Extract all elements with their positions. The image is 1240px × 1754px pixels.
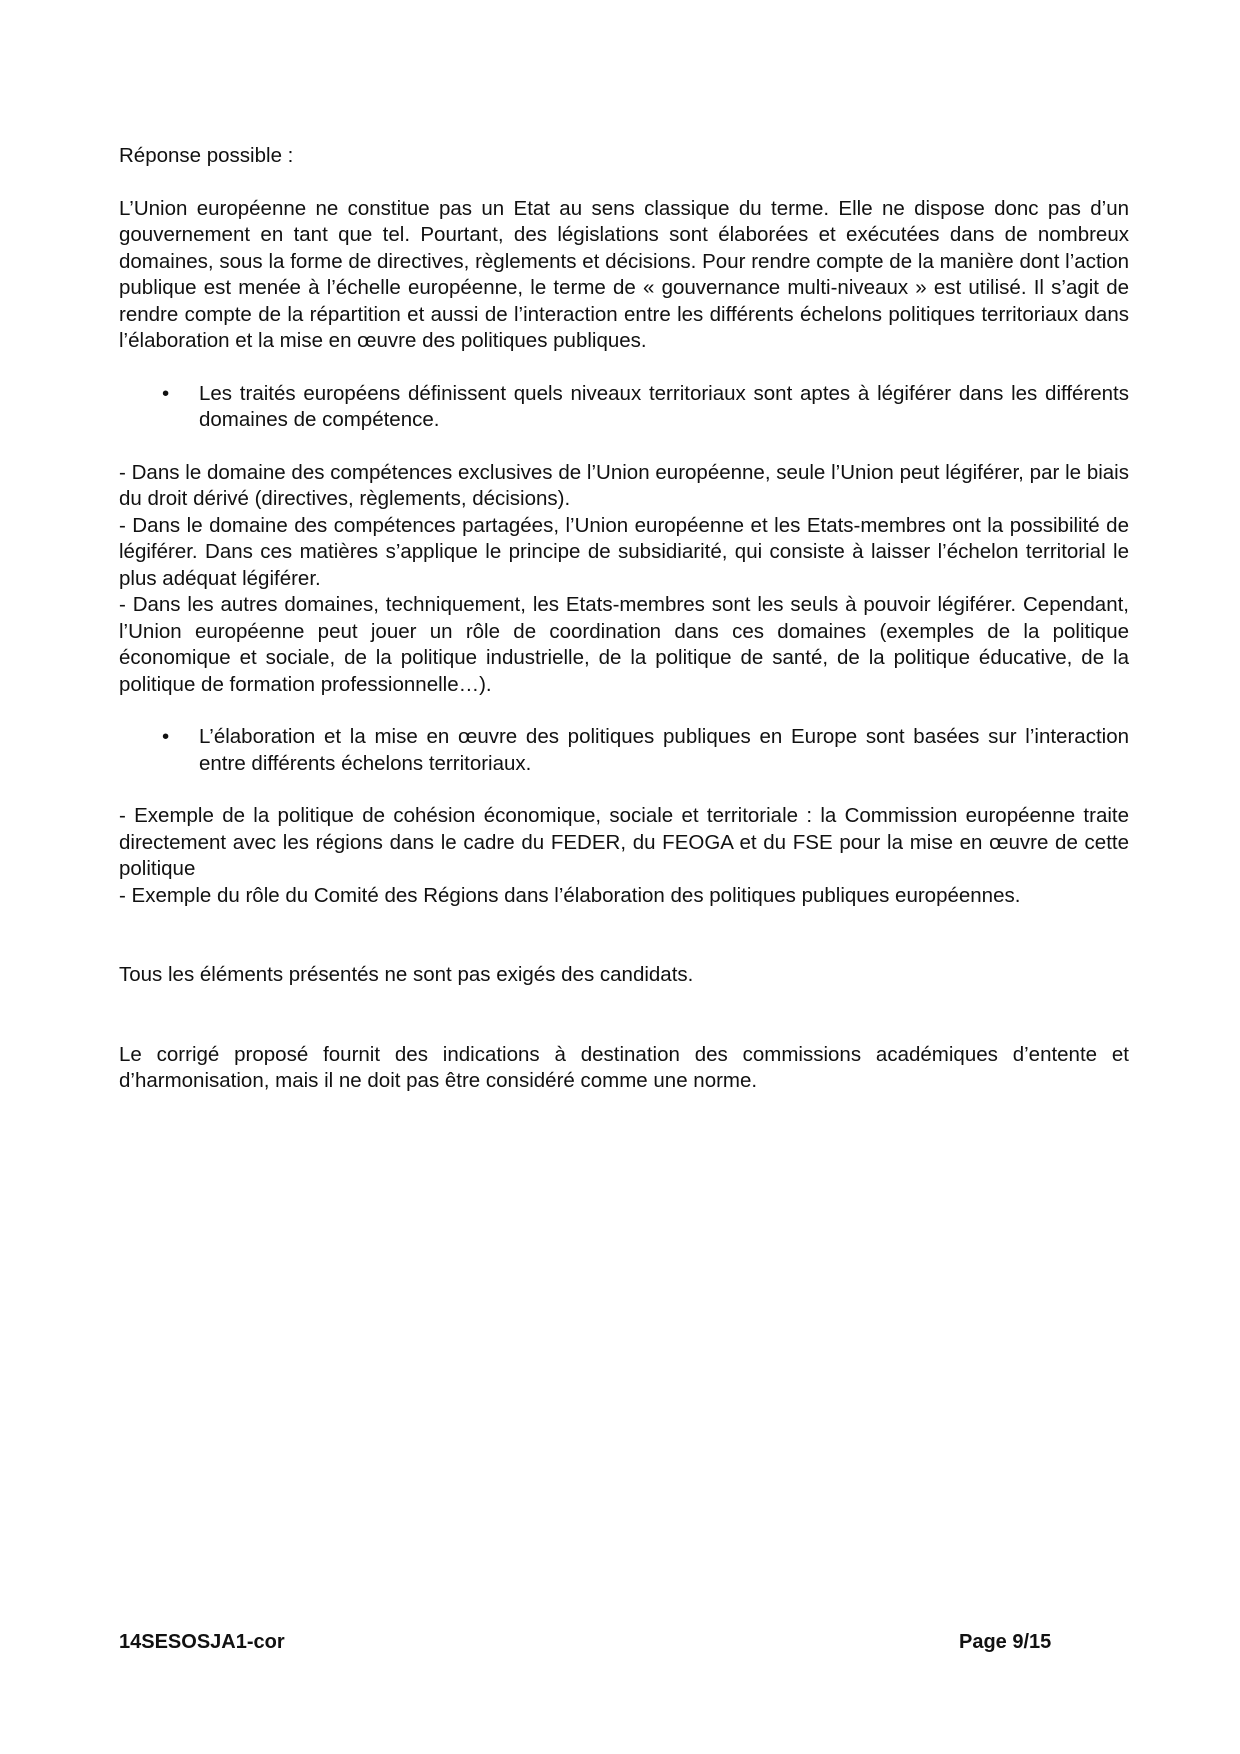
bullet-icon: • — [162, 725, 170, 748]
bullet-text: L’élaboration et la mise en œuvre des politiques publiques en Europe sont basées sur l’interaction entre différents échelons territoriaux. — [199, 725, 1129, 775]
bullet-item-interaction — [119, 724, 1129, 777]
document-body — [119, 143, 1129, 1095]
answer-heading: Réponse possible : — [119, 144, 294, 167]
note-candidates: Tous les éléments présentés ne sont pas exigés des candidats. — [119, 963, 694, 986]
intro-paragraph: L’Union européenne ne constitue pas un Etat au sens classique du terme. Elle ne dispose donc pas d’un gouvernement en tant que tel. Pourtant, des législations sont élaborées et exécutées dans de nombreux domaines, sous la forme de directives, règlements et décisions. Pour rendre compte de la manière dont l’action publique est menée à l’échelle européenne, le terme de « gouvernance multi-niveaux » est utilisé. Il s’agit de rendre compte de la répartition et aussi de l’interaction entre les différents échelons politiques territoriaux dans l’élaboration et la mise en œuvre des politiques publiques. — [119, 196, 1129, 352]
dash-item-exclusive: - Dans le domaine des compétences exclusives de l’Union européenne, seule l’Union peut légiférer, par le biais du droit dérivé (directives, règlements, décisions). — [119, 460, 1129, 510]
dash-item-cohesion: - Exemple de la politique de cohésion économique, sociale et territoriale : la Commission européenne traite directement avec les régions dans le cadre du FEDER, du FEOGA et du FSE pour la mise en œuvre de cette politique — [119, 804, 1129, 880]
dash-item-committee: - Exemple du rôle du Comité des Régions dans l’élaboration des politiques publiques européennes. — [119, 883, 1021, 907]
note-norm: Le corrigé proposé fournit des indications à destination des commissions académiques d’entente et d’harmonisation, mais il ne doit pas être considéré comme une norme. — [119, 1042, 1129, 1092]
bullet-text: Les traités européens définissent quels niveaux territoriaux sont aptes à légiférer dans les différents domaines de compétence. — [199, 381, 1129, 431]
bullet-item-treaties — [119, 381, 1129, 434]
footer-page-number: Page 9/15 — [959, 1631, 1052, 1653]
dash-item-shared: - Dans le domaine des compétences partagées, l’Union européenne et les Etats-membres ont la possibilité de légiférer. Dans ces matières s’applique le principe de subsidiarité, qui consiste à laisser l’échelon territorial le plus adéquat légiférer. — [119, 513, 1129, 590]
footer-document-code: 14SESOSJA1-cor — [119, 1631, 285, 1653]
bullet-icon: • — [162, 381, 170, 405]
dash-item-other: - Dans les autres domaines, techniquement, les Etats-membres sont les seuls à pouvoir légiférer. Cependant, l’Union européenne peut jouer un rôle de coordination dans ces domaines (exemples de la politique économique et sociale, de la politique industrielle, de la politique de santé, de la politique éducative, de la politique de formation professionnelle…). — [119, 593, 1129, 696]
